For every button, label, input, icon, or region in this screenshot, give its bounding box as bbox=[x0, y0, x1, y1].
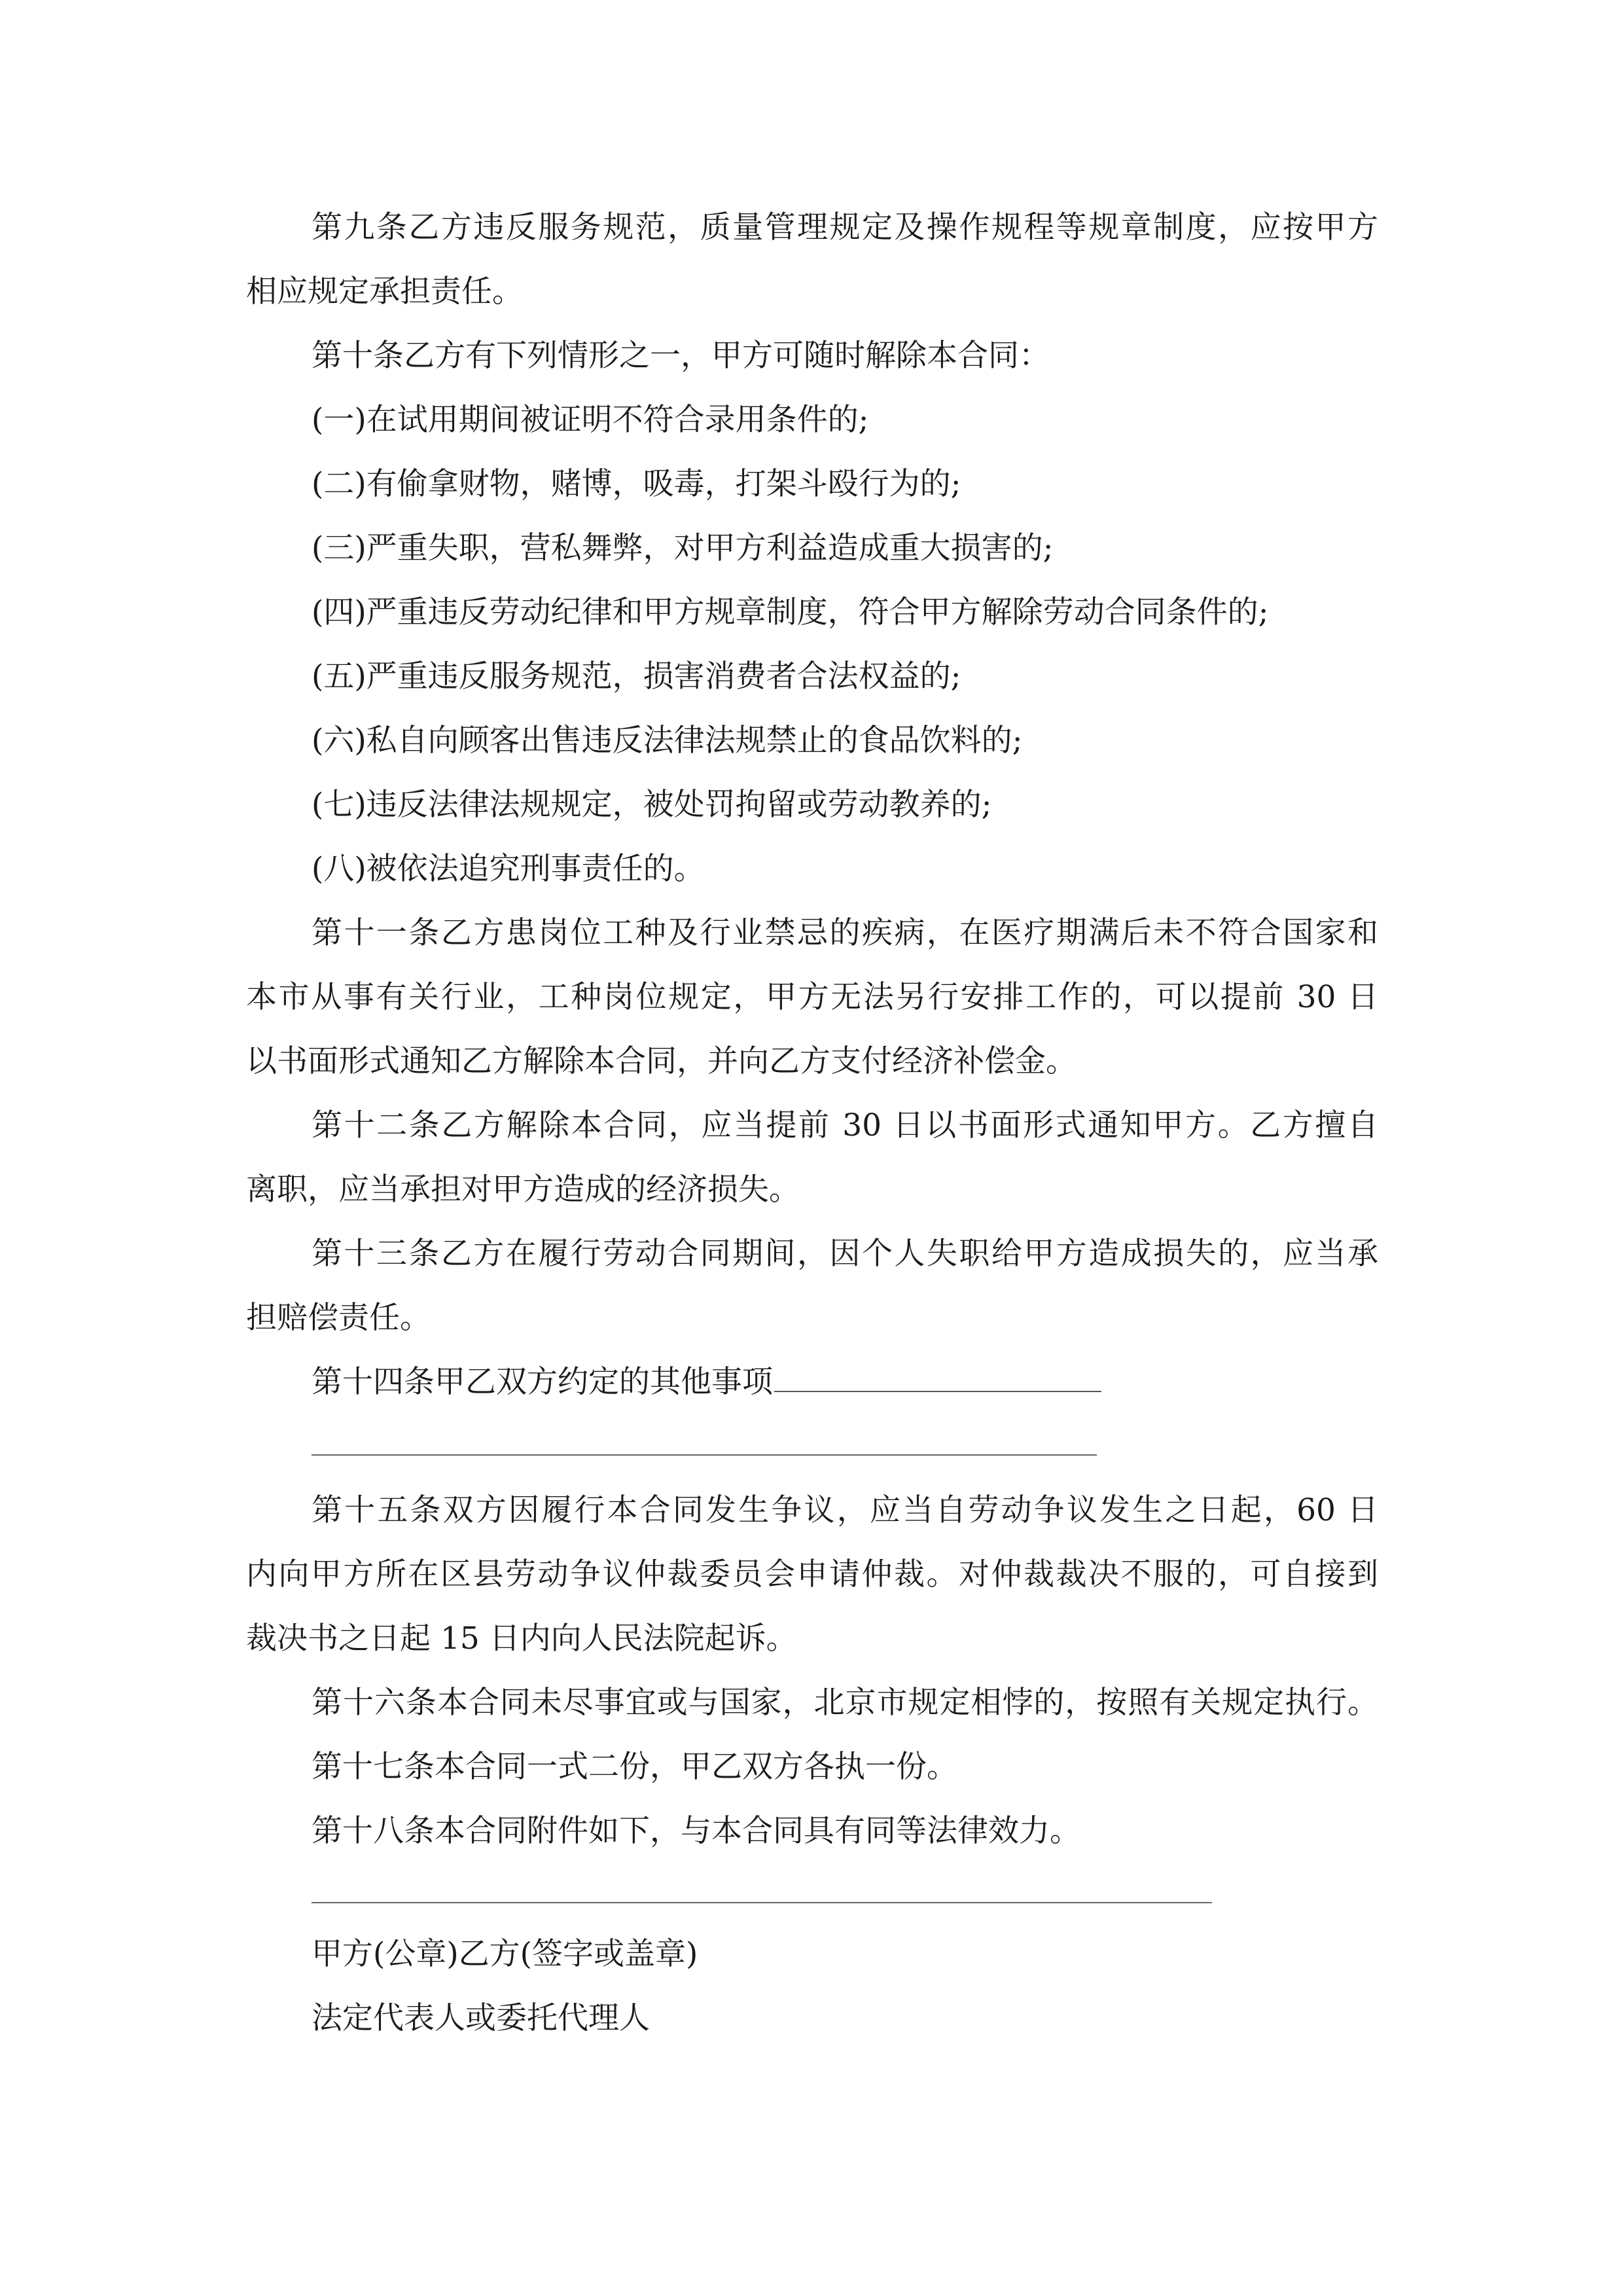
article-10-intro: 第十条乙方有下列情形之一，甲方可随时解除本合同： bbox=[312, 338, 1050, 374]
article-14-blank-line bbox=[774, 1390, 1101, 1392]
article-14-blank-line-2 bbox=[312, 1454, 1097, 1456]
article-10-item-8: (八)被依法追究刑事责任的。 bbox=[312, 851, 705, 887]
article-11-line-2: 本市从事有关行业，工种岗位规定，甲方无法另行安排工作的，可以提前 30 日 bbox=[246, 979, 1378, 1015]
article-10-item-1: (一)在试用期间被证明不符合录用条件的; bbox=[312, 402, 869, 438]
article-15-line-2: 内向甲方所在区县劳动争议仲裁委员会申请仲裁。对仲裁裁决不服的，可自接到 bbox=[246, 1556, 1378, 1592]
article-10-item-6: (六)私自向顾客出售违反法律法规禁止的食品饮料的; bbox=[312, 723, 1023, 759]
article-9-line-1: 第九条乙方违反服务规范，质量管理规定及操作规程等规章制度，应按甲方 bbox=[312, 209, 1378, 245]
attachment-blank-line bbox=[312, 1902, 1212, 1903]
article-12-line-1: 第十二条乙方解除本合同，应当提前 30 日以书面形式通知甲方。乙方擅自 bbox=[312, 1107, 1378, 1143]
article-10-item-3: (三)严重失职，营私舞弊，对甲方利益造成重大损害的; bbox=[312, 530, 1054, 566]
article-11-line-3: 以书面形式通知乙方解除本合同，并向乙方支付经济补偿金。 bbox=[246, 1043, 1077, 1079]
article-14-text: 第十四条甲乙双方约定的其他事项 bbox=[312, 1364, 773, 1400]
article-10-item-4: (四)严重违反劳动纪律和甲方规章制度，符合甲方解除劳动合同条件的; bbox=[312, 594, 1269, 630]
article-15-line-3: 裁决书之日起 15 日内向人民法院起诉。 bbox=[246, 1621, 797, 1657]
article-16: 第十六条本合同未尽事宜或与国家，北京市规定相悖的，按照有关规定执行。 bbox=[312, 1685, 1378, 1721]
article-17: 第十七条本合同一式二份，甲乙双方各执一份。 bbox=[312, 1749, 957, 1785]
article-10-item-2: (二)有偷拿财物，赌博，吸毒，打架斗殴行为的; bbox=[312, 466, 961, 502]
signature-representative: 法定代表人或委托代理人 bbox=[312, 2000, 650, 2036]
article-14 bbox=[312, 1363, 1101, 1402]
article-11-line-1: 第十一条乙方患岗位工种及行业禁忌的疾病，在医疗期满后未不符合国家和 bbox=[312, 915, 1378, 951]
article-13-line-2: 担赔偿责任。 bbox=[246, 1300, 431, 1336]
article-10-item-7: (七)违反法律法规规定，被处罚拘留或劳动教养的; bbox=[312, 787, 992, 823]
article-18: 第十八条本合同附件如下，与本合同具有同等法律效力。 bbox=[312, 1813, 1080, 1849]
article-12-line-2: 离职，应当承担对甲方造成的经济损失。 bbox=[246, 1172, 800, 1208]
article-13-line-1: 第十三条乙方在履行劳动合同期间，因个人失职给甲方造成损失的，应当承 bbox=[312, 1236, 1378, 1272]
signature-parties: 甲方(公章)乙方(签字或盖章) bbox=[312, 1936, 698, 1972]
article-15-line-1: 第十五条双方因履行本合同发生争议，应当自劳动争议发生之日起，60 日 bbox=[312, 1492, 1378, 1528]
article-9-line-2: 相应规定承担责任。 bbox=[246, 274, 523, 310]
article-10-item-5: (五)严重违反服务规范，损害消费者合法权益的; bbox=[312, 658, 961, 694]
